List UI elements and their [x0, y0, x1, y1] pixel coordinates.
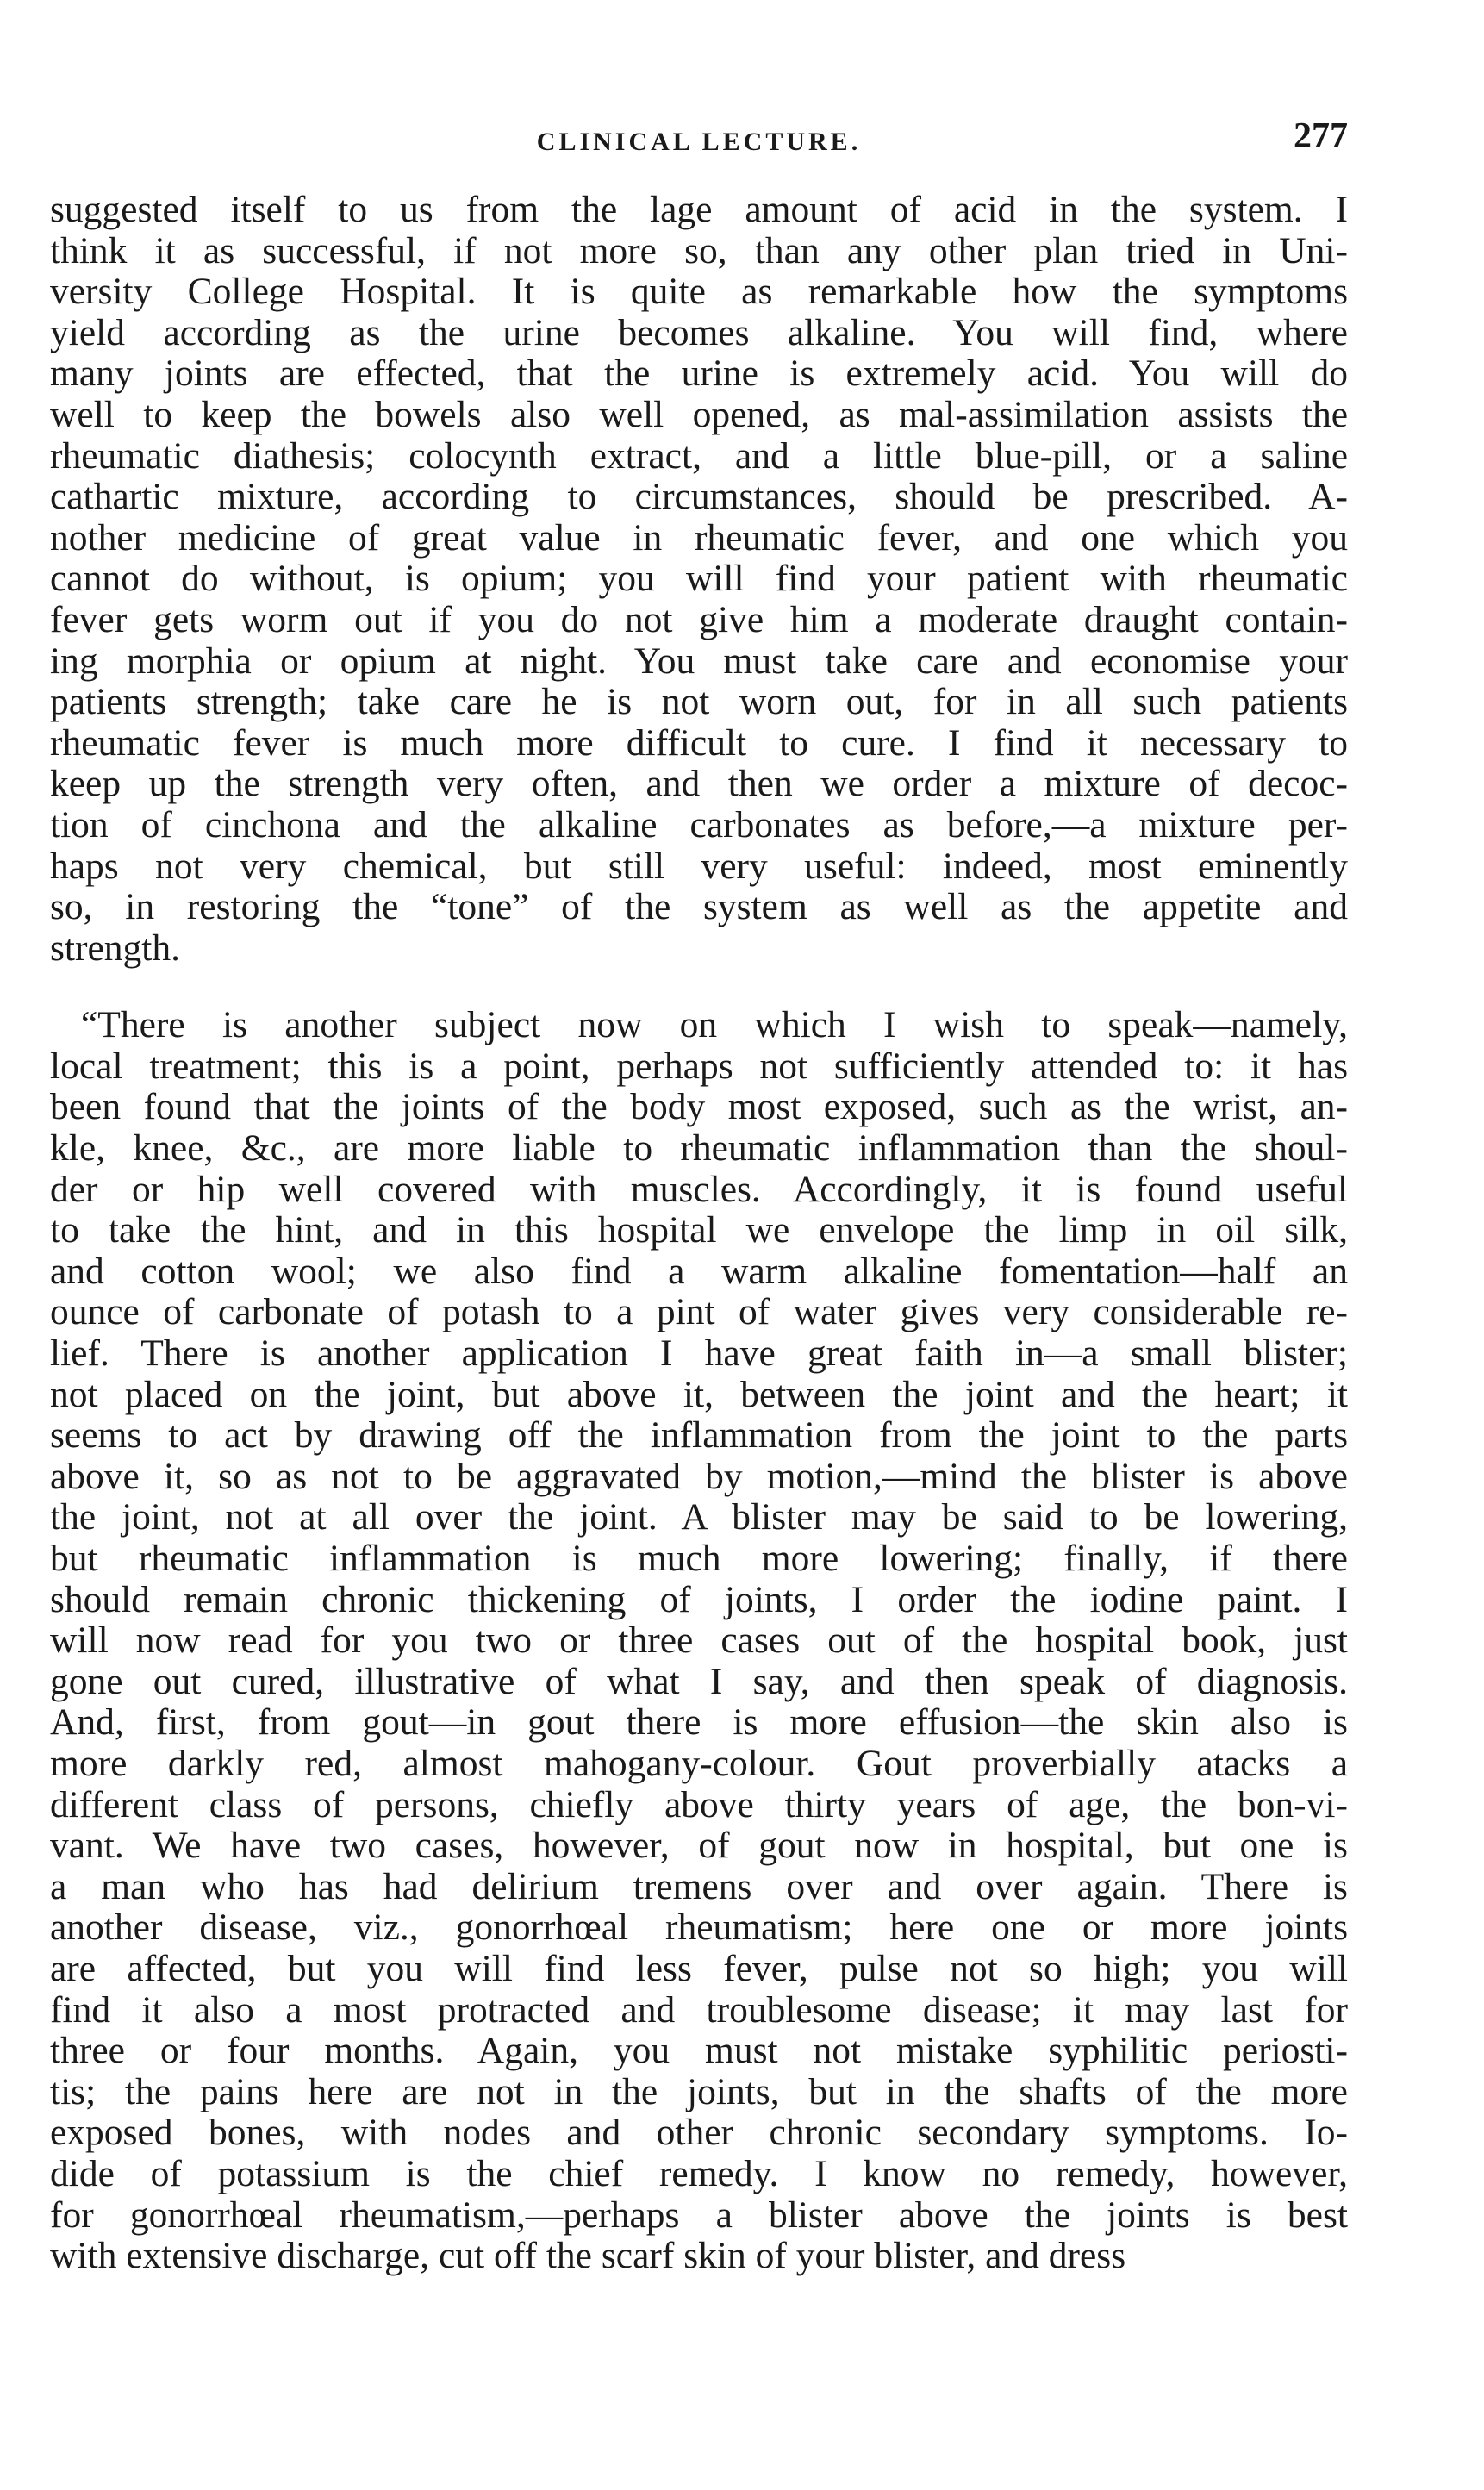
text-line: ing morphia or opium at night. You must take care and economise your — [50, 640, 1348, 682]
text-line: strength. — [50, 927, 181, 969]
text-line: the joint, not at all over the joint. A blister may be said to be lowering, — [50, 1496, 1348, 1538]
text-line: are affected, but you will find less fever, pulse not so high; you will — [50, 1947, 1348, 1989]
text-line: above it, so as not to be aggravated by motion,—mind the blister is above — [50, 1455, 1348, 1497]
text-line: many joints are effected, that the urine is extremely acid. You will do — [50, 353, 1348, 395]
text-line: kle, knee, &c., are more liable to rheumatic inflammation than the shoul- — [50, 1127, 1348, 1170]
text-line: not placed on the joint, but above it, between the joint and the heart; it — [50, 1373, 1348, 1415]
text-line: haps not very chemical, but still very useful: indeed, most eminently — [50, 845, 1348, 887]
text-line: nother medicine of great value in rheumatic fever, and one which you — [50, 516, 1348, 559]
text-line: lief. There is another application I have great faith in—a small blister; — [50, 1332, 1348, 1375]
paragraph-1 — [50, 190, 1348, 969]
page-number: 277 — [1294, 116, 1348, 156]
text-line: suggested itself to us from the lage amount of acid in the system. I — [50, 189, 1348, 230]
running-title: CLINICAL LECTURE. — [536, 128, 862, 156]
text-line: rheumatic diathesis; colocynth extract, and a little blue-pill, or a saline — [50, 434, 1348, 477]
text-line: different class of persons, chiefly above thirty years of age, the bon-vi- — [50, 1783, 1348, 1825]
text-line: with extensive discharge, cut off the scarf skin of your blister, and dress — [50, 2235, 1126, 2277]
text-line: exposed bones, with nodes and other chronic secondary symptoms. Io- — [50, 2112, 1348, 2154]
text-line: seems to act by drawing off the inflammation from the joint to the parts — [50, 1414, 1348, 1457]
text-line: so, in restoring the “tone” of the system as well as the appetite and — [50, 886, 1348, 928]
text-line: patients strength; take care he is not worn out, for in all such patients — [50, 681, 1348, 723]
text-line: tis; the pains here are not in the joints, but in the shafts of the more — [50, 2070, 1348, 2112]
text-line: another disease, viz., gonorrhœal rheumatism; here one or more joints — [50, 1907, 1348, 1949]
text-line: will now read for you two or three cases out of the hospital book, just — [50, 1619, 1348, 1662]
text-line: well to keep the bowels also well opened, as mal-assimilation assists the — [50, 393, 1348, 435]
text-line: three or four months. Again, you must not mistake syphilitic periosti- — [50, 2030, 1348, 2072]
text-line: dide of potassium is the chief remedy. I know no remedy, however, — [50, 2152, 1348, 2194]
text-line: gone out cured, illustrative of what I say, and then speak of diagnosis. — [50, 1660, 1348, 1702]
text-line: local treatment; this is a point, perhaps not sufficiently attended to: it has — [50, 1045, 1348, 1087]
text-line: should remain chronic thickening of joints, I order the iodine paint. I — [50, 1578, 1348, 1620]
text-line: but rheumatic inflammation is much more lowering; finally, if there — [50, 1538, 1348, 1579]
text-line: vant. We have two cases, however, of gout now in hospital, but one is — [50, 1825, 1348, 1867]
running-header — [50, 112, 1348, 190]
text-line: ounce of carbonate of potash to a pint of water gives very considerable re- — [50, 1291, 1348, 1333]
text-line: fever gets worm out if you do not give him a moderate draught contain- — [50, 598, 1348, 640]
text-line: rheumatic fever is much more difficult to cure. I find it necessary to — [50, 721, 1348, 764]
text-line: keep up the strength very often, and then we order a mixture of decoc- — [50, 763, 1348, 805]
text-line: and cotton wool; we also find a warm alkaline fomentation—half an — [50, 1250, 1348, 1292]
text-line: cannot do without, is opium; you will find your patient with rheumatic — [50, 558, 1348, 600]
text-line: for gonorrhœal rheumatism,—perhaps a blister above the joints is best — [50, 2194, 1348, 2236]
text-line: tion of cinchona and the alkaline carbonates as before,—a mixture per- — [50, 803, 1348, 846]
paragraph-2 — [50, 1005, 1348, 2276]
text-line: been found that the joints of the body most exposed, such as the wrist, an- — [50, 1086, 1348, 1128]
text-line: “There is another subject now on which I wish to speak—namely, — [81, 1004, 1348, 1046]
text-line: And, first, from gout—in gout there is more effusion—the skin also is — [50, 1701, 1348, 1744]
text-line: find it also a most protracted and troublesome disease; it may last for — [50, 1988, 1348, 2031]
text-line: to take the hint, and in this hospital we envelope the limp in oil silk, — [50, 1209, 1348, 1251]
text-line: versity College Hospital. It is quite as remarkable how the symptoms — [50, 271, 1348, 313]
text-line: more darkly red, almost mahogany-colour. Gout proverbially atacks a — [50, 1742, 1348, 1784]
text-line: cathartic mixture, according to circumstances, should be prescribed. A- — [50, 476, 1348, 518]
text-line: a man who has had delirium tremens over and over again. There is — [50, 1865, 1348, 1907]
text-line: think it as successful, if not more so, than any other plan tried in Uni- — [50, 229, 1348, 271]
book-page — [50, 112, 1348, 2277]
text-line: der or hip well covered with muscles. Accordingly, it is found useful — [50, 1168, 1348, 1210]
text-line: yield according as the urine becomes alkaline. You will find, where — [50, 311, 1348, 353]
